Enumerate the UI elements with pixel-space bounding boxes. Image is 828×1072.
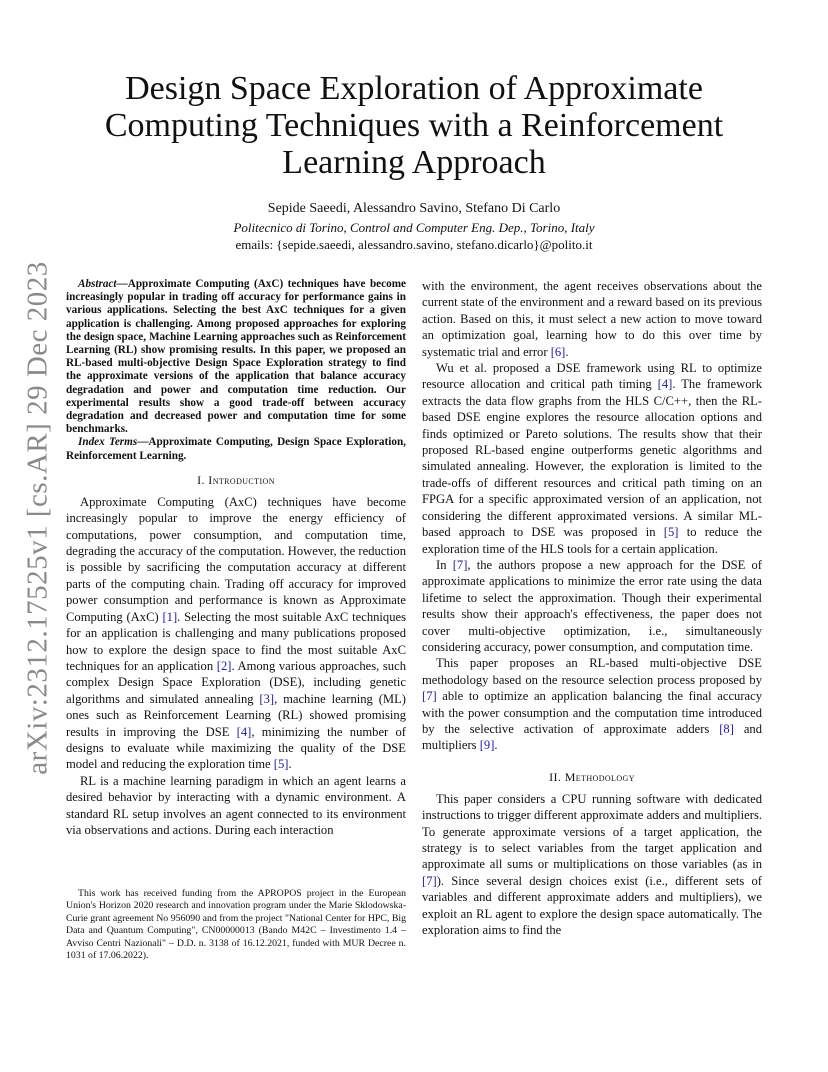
- intro-paragraph-1: [66, 494, 406, 773]
- text-run: .: [288, 757, 292, 772]
- text-run: . Selecting the most suitable AxC techniques for an application is challenging and many publications proposed how to explore the design space to find the most suitable AxC techniques for an application: [66, 609, 406, 673]
- text-run: , machine learning (ML) ones such as Reinforcement Learning (RL) showed promising results in improving the DSE: [66, 691, 406, 739]
- intro-paragraph-6: [422, 655, 762, 753]
- arxiv-identifier-stamp: arXiv:2312.17525v1 [cs.AR] 29 Dec 2023: [21, 261, 54, 775]
- text-run: Wu et al. proposed a DSE framework using RL to optimize resource allocation and critical path timing: [422, 361, 762, 392]
- citation-link[interactable]: [4]: [657, 377, 673, 392]
- text-run: . The framework extracts the data flow graphs from the HLS C/C++, then the RL-based DSE engine explores the resource allocation options and finds optimized or Pareto solutions. The results show that their proposed RL-based engine outperforms genetic algorithms and simulated annealing. However, the exploration is limited to the trade-offs of different resources and critical path timing on an FPGA for a specific approximated version of an application, not considering the different approximated versions. A similar ML-based approach to DSE was proposed in: [422, 377, 762, 540]
- text-run: .: [565, 344, 569, 359]
- affiliation: Politecnico di Torino, Control and Computer Eng. Dep., Torino, Italy: [233, 220, 595, 235]
- text-run: , minimizing the number of designs to evaluate while maximizing the quality of the DSE model and reducing the exploration time: [66, 724, 406, 772]
- abstract: [66, 278, 406, 436]
- citation-link[interactable]: [8]: [719, 721, 734, 736]
- author-emails: emails: {sepide.saeedi, alessandro.savino, stefano.dicarlo}@polito.it: [235, 237, 593, 252]
- intro-paragraph-4: [422, 360, 762, 557]
- citation-link[interactable]: [2]: [216, 658, 232, 673]
- author-list: Sepide Saeedi, Alessandro Savino, Stefano Di Carlo: [267, 201, 561, 216]
- citation-link[interactable]: [9]: [479, 738, 495, 753]
- intro-paragraph-3: [422, 278, 762, 360]
- text-run: This paper considers a CPU running software with dedicated instructions to trigger different approximate adders and multipliers. To generate approximate versions of a target application, the strategy is to select variables from the target application and approximate all sums or multiplications on those variables (as in: [422, 791, 762, 872]
- text-run: .: [494, 738, 498, 753]
- text-run: . Among various approaches, such complex Design Space Exploration (DSE), including genetic algorithms and simulated annealing: [66, 658, 406, 706]
- text-run: able to optimize an application balancing the final accuracy with the power consumption and the computation time introduced by the selective activation of approximate adders: [422, 689, 762, 736]
- text-run: This paper proposes an RL-based multi-objective DSE methodology based on the resource selection process proposed by: [422, 656, 762, 687]
- funding-footnote: This work has received funding from the APROPOS project in the European Union's Horizon 2020 research and innovation program under the Marie Sklodowska-Curie grant agreement No 956090 and from the project "National Center for HPC, Big Data and Quantum Computing", CN00000013 (Bando M42C – Investimento 1.4 – Avviso Centri Nazionali" – D.D. n. 3138 of 16.12.2021, funded with MUR Decree n. 1031 of 17.06.2022).: [66, 888, 406, 962]
- index-terms-lead: Index Terms: [78, 436, 138, 449]
- citation-link[interactable]: [3]: [259, 691, 275, 706]
- text-run: In: [436, 557, 453, 572]
- left-column: [66, 278, 406, 838]
- citation-link[interactable]: [1]: [162, 609, 178, 624]
- methodology-paragraph-1: [422, 791, 762, 939]
- text-run: to reduce the exploration time of the HLS tools for a certain application.: [422, 525, 762, 556]
- citation-link[interactable]: [7]: [422, 873, 437, 888]
- intro-paragraph-5: [422, 557, 762, 655]
- section-heading-introduction: I. Introduction: [197, 472, 275, 487]
- abstract-text: —Approximate Computing (AxC) techniques have become increasingly popular in trading off accuracy for performance gains in various applications. Selecting the best AxC techniques for a given application is challenging. Among proposed approaches for exploring the design space, Machine Learning approaches such as Reinforcement Learning (RL) show promising results. In this paper, we proposed an RL-based multi-objective Design Space Exploration strategy to find the approximate versions of the application that balance accuracy degradation and power and computation time reduction. Our experimental results show a good trade-off between accuracy degradation and decreased power and computation time for some benchmarks.: [66, 278, 406, 436]
- citation-link[interactable]: [7]: [422, 689, 437, 704]
- paper-title: Design Space Exploration of Approximate Computing Techniques with a Reinforcement Learning Approach: [104, 70, 724, 181]
- citation-link[interactable]: [7]: [452, 557, 468, 572]
- citation-link[interactable]: [4]: [236, 724, 252, 739]
- text-run: and multipliers: [422, 721, 762, 753]
- text-run: , the authors propose a new approach for the DSE of approximate applications to minimize the error rate using the data lifetime to select the approximation. Though their experimental results show their approach's effectiveness, the paper does not cover multi-objective optimization, i.e., simultaneously considering accuracy, power consumption, and computation time.: [422, 557, 762, 654]
- citation-link[interactable]: [5]: [663, 525, 679, 540]
- abstract-lead: Abstract: [78, 278, 117, 290]
- section-heading-methodology: II. Methodology: [549, 769, 635, 784]
- citation-link[interactable]: [5]: [273, 757, 289, 772]
- citation-link[interactable]: [6]: [550, 344, 566, 359]
- right-column: [422, 278, 762, 938]
- text-run: ). Since several design choices exist (i.e., different sets of variables and different approximate adders and multipliers), we exploit an RL agent to explore the design space automatically. The exploration aims to find the: [422, 873, 762, 938]
- text-run: with the environment, the agent receives observations about the current state of the environment and a reward based on its previous action. Based on this, it must select a new action to move toward an optimization goal, learning how to do this over time by systematic trial and error: [422, 279, 762, 359]
- intro-paragraph-2: RL is a machine learning paradigm in which an agent learns a desired behavior by interacting with a dynamic environment. A standard RL setup involves an agent connected to its environment via observations and actions. During each interaction: [66, 773, 406, 837]
- index-terms: [66, 436, 406, 462]
- index-terms-text: —Approximate Computing, Design Space Exploration, Reinforcement Learning.: [66, 436, 406, 462]
- text-run: Approximate Computing (AxC) techniques have become increasingly popular to improve the energy efficiency of computations, power consumption, and computation time, degrading the accuracy of the computation. However, the reduction is possible by sacrificing the computation accuracy at different parts of the computing chain. Trading off accuracy for improved power consumption and performance is known as Approximate Computing (AxC): [66, 494, 406, 624]
